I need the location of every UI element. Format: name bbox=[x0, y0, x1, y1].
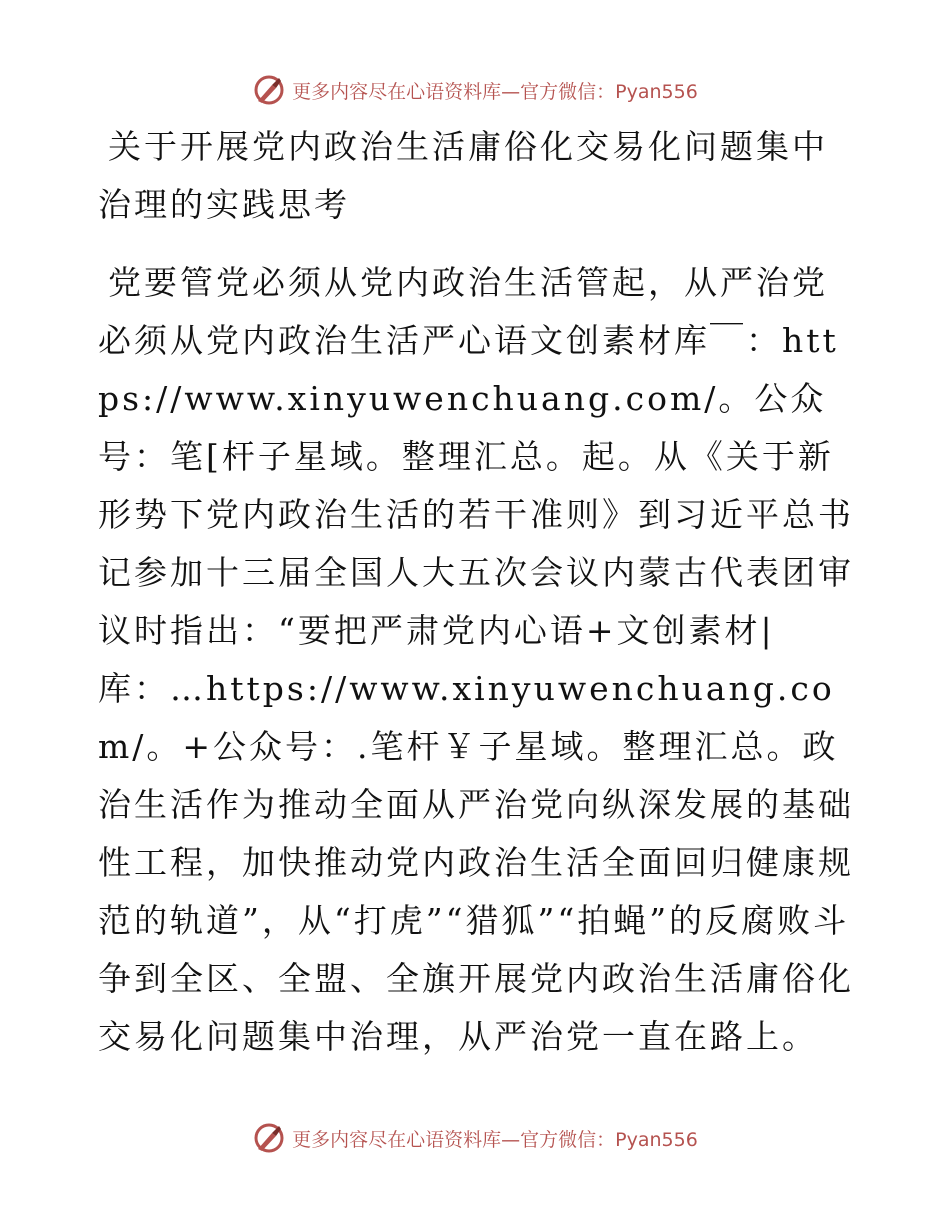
document-body bbox=[98, 118, 858, 1066]
header-banner-text: 更多内容尽在心语资料库—官方微信：Pyan556 bbox=[292, 80, 698, 103]
footer-banner bbox=[0, 1118, 950, 1158]
header-banner bbox=[0, 70, 950, 110]
body-paragraph: 党要管党必须从党内政治生活管起，从严治党必须从党内政治生活严心语文创素材库￣：https://www.xinyuwenchuang.com/。公众号：笔[杆子星域。整理汇总。起。从《关于新形势下党内政治生活的若干准则》到习近平总书记参加十三届全国人大五次会议内蒙古代表团审议时指出：“要把严肃党内心语+文创素材|库：…https://www.xinyuwenchuang.com/。+公众号：.笔杆￥子星域。整理汇总。政治生活作为推动全面从严治党向纵深发展的基础性工程，加快推动党内政治生活全面回归健康规范的轨道”，从“打虎”“猎狐”“拍蝇”的反腐败斗争到全区、全盟、全旗开展党内政治生活庸俗化交易化问题集中治理，从严治党一直在路上。 bbox=[98, 263, 854, 1056]
footer-banner-text: 更多内容尽在心语资料库—官方微信：Pyan556 bbox=[292, 1128, 698, 1151]
brush-logo-icon bbox=[252, 1121, 286, 1155]
brush-logo-icon bbox=[252, 73, 286, 107]
document-title: 关于开展党内政治生活庸俗化交易化问题集中治理的实践思考 bbox=[98, 127, 828, 224]
